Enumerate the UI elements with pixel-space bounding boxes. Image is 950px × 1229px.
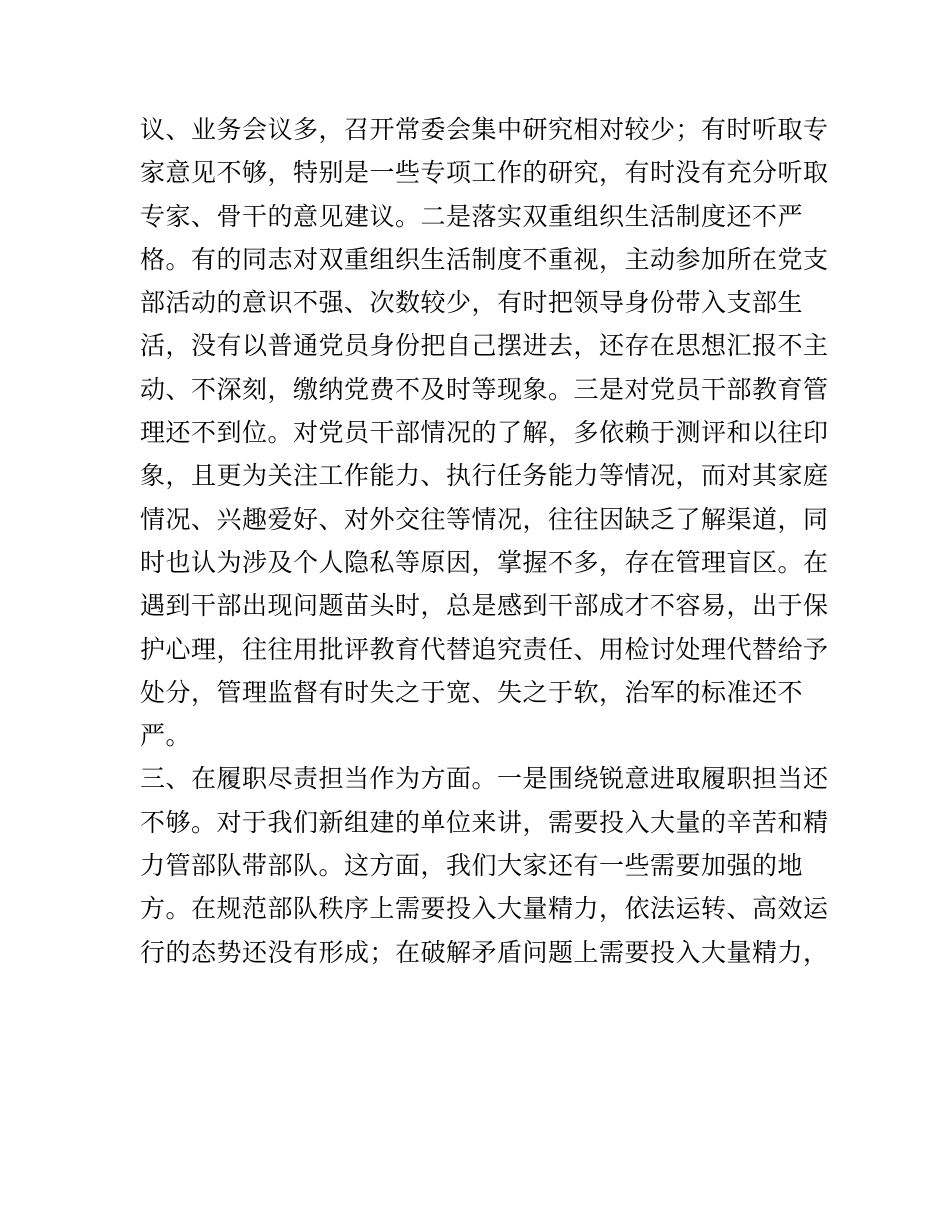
text-line-18: 力管部队带部队。这方面，我们大家还有一些需要加强的地 xyxy=(140,851,804,881)
text-line-20: 行的态势还没有形成；在破解矛盾问题上需要投入大量精力， xyxy=(140,937,829,967)
body-text xyxy=(140,108,829,974)
text-line-10: 情况、兴趣爱好、对外交往等情况，往往因缺乏了解渠道，同 xyxy=(140,504,829,534)
text-line-14: 处分，管理监督有时失之于宽、失之于软，治军的标准还不 xyxy=(140,677,804,707)
text-line-5: 部活动的意识不强、次数较少，有时把领导身份带入支部生 xyxy=(140,288,804,318)
text-line-6: 活，没有以普通党员身份把自己摆进去，还存在思想汇报不主 xyxy=(140,331,829,361)
section-heading-line: 三、在履职尽责担当作为方面。一是围绕锐意进取履职担当还 xyxy=(140,764,829,794)
text-line-11: 时也认为涉及个人隐私等原因，掌握不多，存在管理盲区。在 xyxy=(140,547,829,577)
text-line-13: 护心理，往往用批评教育代替追究责任、用检讨处理代替给予 xyxy=(140,634,829,664)
text-line-2: 家意见不够，特别是一些专项工作的研究，有时没有充分听取 xyxy=(140,158,829,188)
text-line-7: 动、不深刻，缴纳党费不及时等现象。三是对党员干部教育管 xyxy=(140,374,829,404)
text-line-15: 严。 xyxy=(140,721,192,751)
text-line-9: 象，且更为关注工作能力、执行任务能力等情况，而对其家庭 xyxy=(140,461,829,491)
text-line-8: 理还不到位。对党员干部情况的了解，多依赖于测评和以往印 xyxy=(140,418,829,448)
text-line-1: 议、业务会议多，召开常委会集中研究相对较少；有时听取专 xyxy=(140,115,829,144)
text-line-19: 方。在规范部队秩序上需要投入大量精力，依法运转、高效运 xyxy=(140,894,829,924)
text-line-17: 不够。对于我们新组建的单位来讲，需要投入大量的辛苦和精 xyxy=(140,807,829,837)
text-line-4: 格。有的同志对双重组织生活制度不重视，主动参加所在党支 xyxy=(140,244,829,274)
text-line-3: 专家、骨干的意见建议。二是落实双重组织生活制度还不严 xyxy=(140,201,804,231)
text-line-12: 遇到干部出现问题苗头时，总是感到干部成才不容易，出于保 xyxy=(140,591,829,621)
